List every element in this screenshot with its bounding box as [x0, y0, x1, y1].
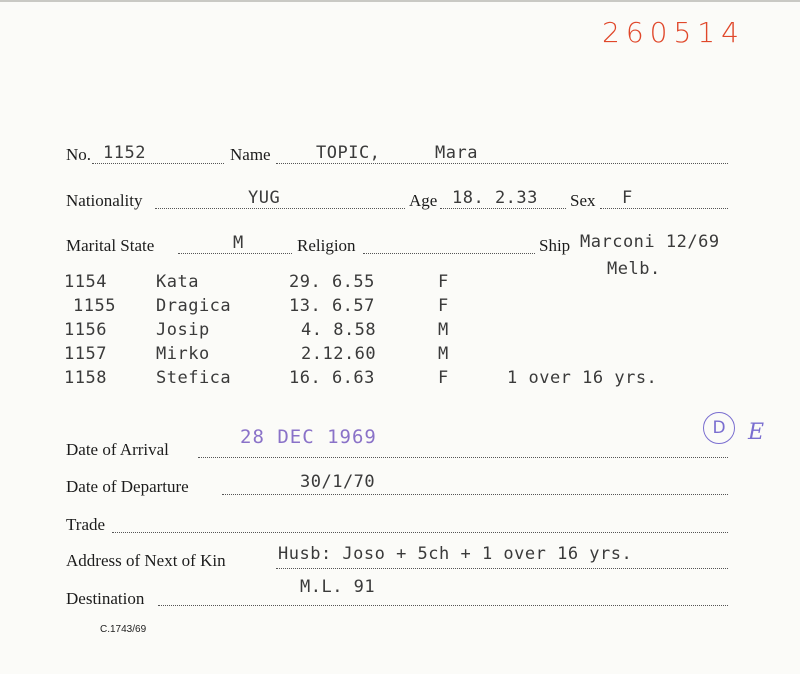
child-dob: 4. 8.58	[301, 320, 377, 340]
child-sex: M	[438, 344, 449, 364]
no-label: No.	[66, 145, 92, 164]
ship-label: Ship	[539, 236, 571, 255]
sex-value: F	[622, 188, 633, 208]
kin-line	[276, 568, 728, 569]
departure-label: Date of Departure	[66, 477, 189, 496]
child-dob: 29. 6.55	[289, 272, 375, 292]
kin-label: Address of Next of Kin	[66, 551, 226, 570]
child-dob: 13. 6.57	[289, 296, 375, 316]
child-sex: F	[438, 368, 449, 388]
name-surname: TOPIC,	[316, 143, 381, 163]
child-no: 1158	[64, 368, 107, 388]
ship-port: Melb.	[607, 259, 661, 279]
religion-line	[363, 253, 535, 254]
no-value: 1152	[103, 143, 146, 163]
arrival-label: Date of Arrival	[66, 440, 169, 459]
circled-mark: D	[703, 412, 735, 444]
child-no: 1155	[73, 296, 116, 316]
child-name: Dragica	[156, 296, 232, 316]
arrival-line	[198, 457, 728, 458]
sex-line	[600, 208, 728, 209]
child-sex: F	[438, 296, 449, 316]
nationality-value: YUG	[248, 188, 281, 208]
destination-label: Destination	[66, 589, 145, 608]
child-dob: 16. 6.63	[289, 368, 375, 388]
age-value: 18. 2.33	[452, 188, 538, 208]
child-no: 1156	[64, 320, 107, 340]
nationality-label: Nationality	[66, 191, 143, 210]
child-dob: 2.12.60	[301, 344, 377, 364]
children-note: 1 over 16 yrs.	[507, 368, 658, 388]
name-given: Mara	[435, 143, 478, 163]
sex-label: Sex	[570, 191, 596, 210]
marital-line	[178, 253, 292, 254]
ship-value: Marconi 12/69	[580, 232, 720, 252]
marital-label: Marital State	[66, 236, 155, 255]
marital-value: M	[233, 233, 244, 253]
trade-label: Trade	[66, 515, 106, 534]
child-sex: M	[438, 320, 449, 340]
child-no: 1154	[64, 272, 107, 292]
trade-line	[112, 532, 728, 533]
religion-label: Religion	[297, 236, 356, 255]
destination-value: M.L. 91	[300, 577, 376, 597]
child-name: Josip	[156, 320, 210, 340]
child-sex: F	[438, 272, 449, 292]
child-name: Mirko	[156, 344, 210, 364]
departure-line	[222, 494, 728, 495]
child-name: Stefica	[156, 368, 232, 388]
handwritten-card-number: 260514	[602, 16, 745, 49]
after-circle-mark: E	[748, 420, 765, 445]
no-line	[92, 163, 224, 164]
age-line	[440, 208, 566, 209]
name-label: Name	[230, 145, 271, 164]
arrival-stamp: 28 DEC 1969	[240, 426, 377, 448]
form-code: C.1743/69	[100, 624, 147, 635]
destination-line	[158, 605, 728, 606]
child-no: 1157	[64, 344, 107, 364]
child-name: Kata	[156, 272, 199, 292]
name-line	[276, 163, 728, 164]
kin-value: Husb: Joso + 5ch + 1 over 16 yrs.	[278, 544, 633, 564]
nationality-line	[155, 208, 405, 209]
age-label: Age	[409, 191, 438, 210]
departure-value: 30/1/70	[300, 472, 376, 492]
